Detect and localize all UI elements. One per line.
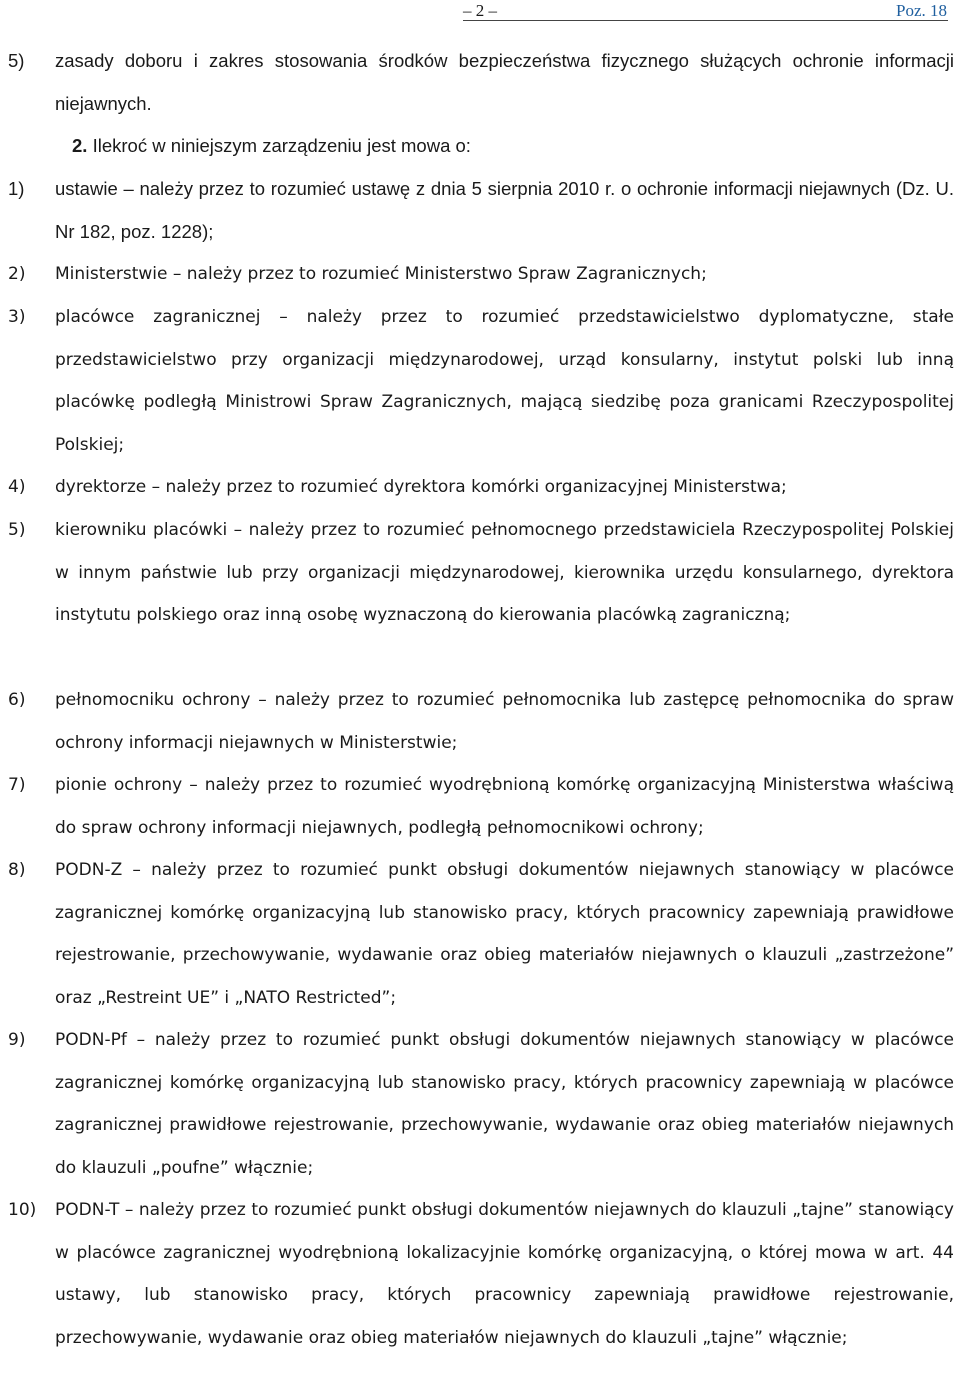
section-number: 2. [72,135,88,156]
item-number: 9) [8,1030,26,1050]
item-number: 6) [8,690,26,710]
item-text: kierowniku placówki – należy przez to rozumieć pełnomocnego przedstawiciela Rzeczypospolitej Polskiej w innym państwie lub przy organizacji międzynarodowej, kierownika urzędu konsularnego, dyrektora instytutu polskiego oraz inną osobę wyznaczoną do kierowania placówką zagraniczną; [55,520,954,625]
item-text: zasady doboru i zakres stosowania środków bezpieczeństwa fizycznego służących ochronie informacji niejawnych. [55,50,954,114]
page-number: – 2 – [463,1,497,20]
definition-item [0,849,960,1019]
page-header [0,0,960,24]
list-item [0,40,960,125]
definition-item [0,168,960,253]
item-number: 7) [8,775,26,795]
item-text: pełnomocniku ochrony – należy przez to rozumieć pełnomocnika lub zastępcę pełnomocnika do spraw ochrony informacji niejawnych w Ministerstwie; [55,690,954,753]
item-text: PODN-Z – należy przez to rozumieć punkt obsługi dokumentów niejawnych stanowiący w placówce zagranicznej komórkę organizacyjną lub stanowisko pracy, których pracownicy zapewniają prawidłowe rejestrowanie, przechowywanie, wydawanie oraz obieg materiałów niejawnych o klauzuli „zastrzeżone” oraz „Restreint UE” i „NATO Restricted”; [55,860,954,1008]
definition-item [0,509,960,679]
item-number: 2) [8,264,26,284]
definition-item [0,1189,960,1359]
document-body [0,40,960,1359]
item-text: PODN-T – należy przez to rozumieć punkt obsługi dokumentów niejawnych do klauzuli „tajne” stanowiący w placówce zagranicznej wyodrębnioną lokalizacyjnie komórkę organizacyjną, o której mowa w art. 44 ustawy, lub stanowisko pracy, których pracownicy zapewniają prawidłowe rejestrowanie, przechowywanie, wydawanie oraz obieg materiałów niejawnych do klauzuli „tajne” włącznie; [55,1200,954,1348]
item-text: ustawie – należy przez to rozumieć ustawę z dnia 5 sierpnia 2010 r. o ochronie informacji niejawnych (Dz. U. Nr 182, poz. 1228); [55,178,954,242]
item-number: 1) [8,178,25,199]
item-number: 5) [8,520,26,540]
item-number: 3) [8,307,26,327]
item-text: pionie ochrony – należy przez to rozumieć wyodrębnioną komórkę organizacyjną Ministerstwa właściwą do spraw ochrony informacji niejawnych, podległą pełnomocnikowi ochrony; [55,775,954,838]
item-text: placówce zagranicznej – należy przez to rozumieć przedstawicielstwo dyplomatyczne, stałe przedstawicielstwo przy organizacji międzynarodowej, urząd konsularny, instytut polski lub inną placówkę podległą Ministrowi Spraw Zagranicznych, mającą siedzibę poza granicami Rzeczypospolitej Polskiej; [55,307,954,455]
definition-item [0,679,960,764]
item-number: 8) [8,860,26,880]
item-text: dyrektorze – należy przez to rozumieć dyrektora komórki organizacyjnej Ministerstwa; [55,477,787,497]
item-number: 10) [8,1200,37,1220]
header-rule [463,20,948,21]
definition-item [0,466,960,509]
section-text [72,125,960,168]
position-reference: Poz. 18 [896,1,947,20]
definition-item [0,1019,960,1189]
definition-item [0,253,960,296]
item-text: PODN-Pf – należy przez to rozumieć punkt obsługi dokumentów niejawnych stanowiący w placówce zagranicznej komórkę organizacyjną lub stanowisko pracy, których pracownicy zapewniają w placówce zagranicznej prawidłowe rejestrowanie, przechowywanie, wydawanie oraz obieg materiałów niejawnych do klauzuli „poufne” włącznie; [55,1030,954,1178]
section-heading [0,125,960,168]
item-number: 4) [8,477,26,497]
definition-item [0,296,960,466]
item-text: Ministerstwie – należy przez to rozumieć Ministerstwo Spraw Zagranicznych; [55,264,707,284]
definition-item [0,764,960,849]
item-number: 5) [8,50,25,71]
section-intro: Ilekroć w niniejszym zarządzeniu jest mowa o: [92,135,471,156]
